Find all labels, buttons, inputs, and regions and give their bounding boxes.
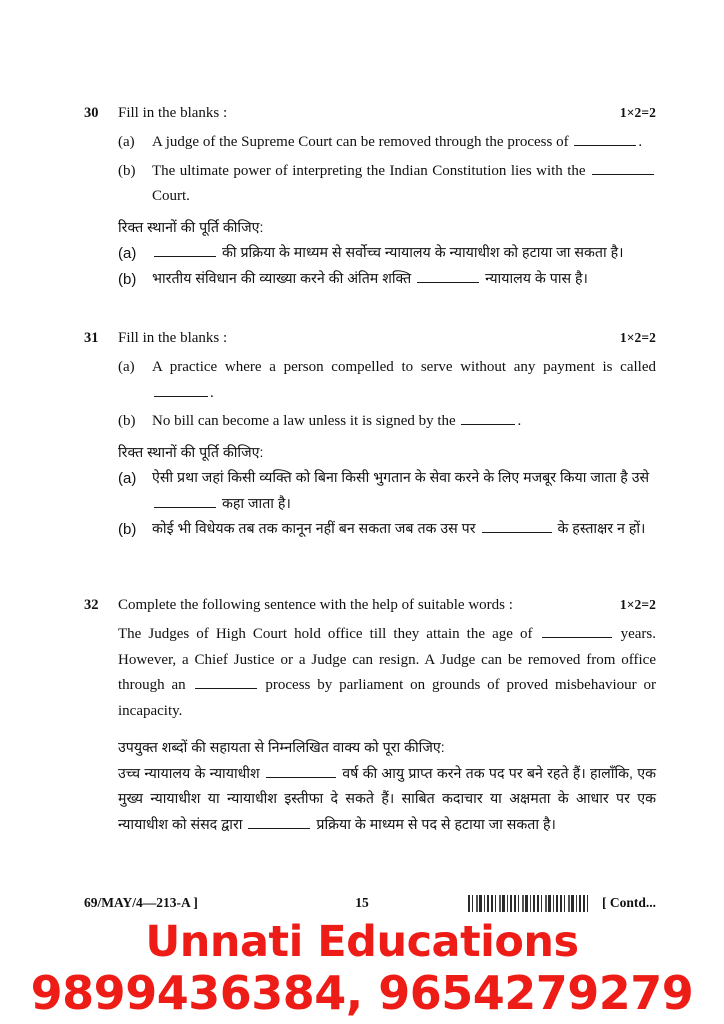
question-32-paragraph-hi bbox=[118, 762, 656, 839]
sub-label-b: (b) bbox=[118, 162, 136, 179]
question-31-number: 31 bbox=[84, 330, 99, 346]
question-30-number: 30 bbox=[84, 105, 99, 121]
paper-code: 69/MAY/4—213-A ] bbox=[84, 895, 198, 910]
question-31-item-a-en bbox=[118, 355, 656, 406]
question-31-hindi-heading: रिक्त स्थानों की पूर्ति कीजिए: bbox=[118, 444, 264, 461]
question-32-paragraph-en bbox=[118, 622, 656, 724]
paragraph-part1: उच्च न्यायालय के न्यायाधीश bbox=[118, 765, 260, 782]
sub-body bbox=[152, 159, 656, 210]
question-32-header bbox=[84, 595, 656, 615]
fill-blank[interactable] bbox=[574, 131, 636, 146]
item-text-part2: के हस्ताक्षर न हों। bbox=[557, 521, 646, 537]
fill-blank[interactable] bbox=[482, 519, 552, 533]
question-30-item-b-en bbox=[118, 159, 656, 210]
item-text-part2: . bbox=[517, 413, 522, 429]
paragraph-part1: The Judges of High Court hold office till they attain the age of bbox=[118, 626, 533, 642]
question-32-title: Complete the following sentence with the help of suitable words : bbox=[118, 597, 513, 613]
sub-body bbox=[152, 409, 656, 435]
question-block-31 bbox=[84, 328, 656, 543]
question-block-32 bbox=[84, 595, 656, 838]
barcode-image bbox=[468, 895, 590, 912]
question-31-header bbox=[84, 328, 656, 348]
question-30-hindi-heading: रिक्त स्थानों की पूर्ति कीजिए: bbox=[118, 219, 264, 236]
question-30-header bbox=[84, 103, 656, 123]
watermark-phone-numbers: 9899436384, 9654279279 bbox=[30, 966, 694, 1020]
item-text-part1: भारतीय संविधान की व्याख्या करने की अंतिम शक्ति bbox=[152, 270, 412, 287]
question-31-title: Fill in the blanks : bbox=[118, 330, 228, 346]
fill-blank[interactable] bbox=[266, 763, 336, 777]
item-text-part2: की प्रक्रिया के माध्यम से सर्वोच्च न्यायालय के न्यायाधीश को हटाया जा सकता है। bbox=[221, 245, 624, 261]
question-30-item-b-hi bbox=[118, 267, 656, 293]
question-31-marks: 1×2=2 bbox=[619, 330, 656, 345]
sub-label-a: (a) bbox=[118, 134, 135, 150]
question-31-item-b-hi bbox=[118, 517, 656, 543]
sub-body bbox=[152, 355, 656, 406]
item-text-part1: कोई भी विधेयक तब तक कानून नहीं बन सकता जब तक उस पर bbox=[152, 521, 476, 537]
page-footer bbox=[84, 893, 656, 915]
paragraph-part3: process by parliament on grounds of proved misbehaviour or incapacity. bbox=[118, 677, 657, 719]
page-number: 15 bbox=[355, 895, 369, 910]
item-text-part2: . bbox=[210, 384, 214, 401]
sub-body bbox=[152, 130, 656, 156]
item-text-part1: No bill can become a law unless it is signed by the bbox=[152, 413, 456, 429]
sub-label-a: (a) bbox=[118, 359, 135, 375]
item-text-part1: A practice where a person compelled to serve without any payment is called bbox=[152, 359, 656, 375]
sub-label-b: (b) bbox=[118, 270, 137, 288]
sub-body bbox=[152, 517, 656, 543]
sub-label-b: (b) bbox=[118, 521, 137, 538]
question-30-item-a-en bbox=[118, 130, 656, 156]
fill-blank[interactable] bbox=[154, 243, 216, 257]
item-text-part2: न्यायालय के पास है। bbox=[485, 270, 588, 287]
watermark-brand-name: Unnati Educations bbox=[145, 917, 579, 967]
item-text-part2: Court. bbox=[152, 188, 190, 204]
fill-blank[interactable] bbox=[417, 268, 479, 282]
sub-label-a: (a) bbox=[118, 470, 137, 487]
question-31-item-a-hi bbox=[118, 466, 656, 517]
paragraph-part2: years. However, a Chief Justice or a Judge can resign. A Judge can be removed from office through an bbox=[118, 626, 657, 693]
sub-body bbox=[152, 241, 656, 267]
paragraph-part2: वर्ष की आयु प्राप्त करने तक पद पर बने रहते हैं। हालाँकि, एक मुख्य न्यायाधीश या न्यायाधीश इस्तीफा दे सकते हैं। साबित कदाचार या अक्षमता के आधार पर एक न्यायाधीश को संसद द्वारा bbox=[118, 765, 656, 833]
fill-blank[interactable] bbox=[248, 814, 310, 828]
item-text-part2: कहा जाता है। bbox=[221, 495, 291, 512]
sub-label-b: (b) bbox=[118, 413, 136, 429]
item-text-part2: . bbox=[638, 134, 643, 150]
fill-blank[interactable] bbox=[154, 381, 208, 396]
question-32-marks: 1×2=2 bbox=[619, 597, 656, 612]
question-30-item-a-hi bbox=[118, 241, 656, 267]
item-text-part1: ऐसी प्रथा जहां किसी व्यक्ति को बिना किसी भुगतान के सेवा करने के लिए मजबूर किया जाता है उसे bbox=[152, 470, 650, 486]
question-32-number: 32 bbox=[84, 597, 99, 613]
continued-label: [ Contd... bbox=[601, 895, 656, 910]
paragraph-part3: प्रक्रिया के माध्यम से पद से हटाया जा सकता है। bbox=[316, 816, 556, 833]
sub-body bbox=[152, 466, 656, 517]
sub-body bbox=[152, 267, 656, 293]
fill-blank[interactable] bbox=[154, 493, 216, 507]
question-31-item-b-en bbox=[118, 409, 656, 435]
question-block-30 bbox=[84, 103, 656, 292]
question-30-marks: 1×2=2 bbox=[619, 105, 656, 120]
fill-blank[interactable] bbox=[195, 674, 257, 689]
question-30-title: Fill in the blanks : bbox=[118, 105, 228, 121]
fill-blank[interactable] bbox=[542, 623, 612, 638]
item-text-part1: The ultimate power of interpreting the Indian Constitution lies with the bbox=[152, 162, 586, 179]
question-32-hindi-heading: उपयुक्त शब्दों की सहायता से निम्नलिखित वाक्य को पूरा कीजिए: bbox=[118, 740, 445, 756]
fill-blank[interactable] bbox=[461, 410, 515, 425]
fill-blank[interactable] bbox=[592, 159, 654, 174]
item-text-part1: A judge of the Supreme Court can be removed through the process of bbox=[152, 134, 569, 150]
sub-label-a: (a) bbox=[118, 245, 137, 262]
